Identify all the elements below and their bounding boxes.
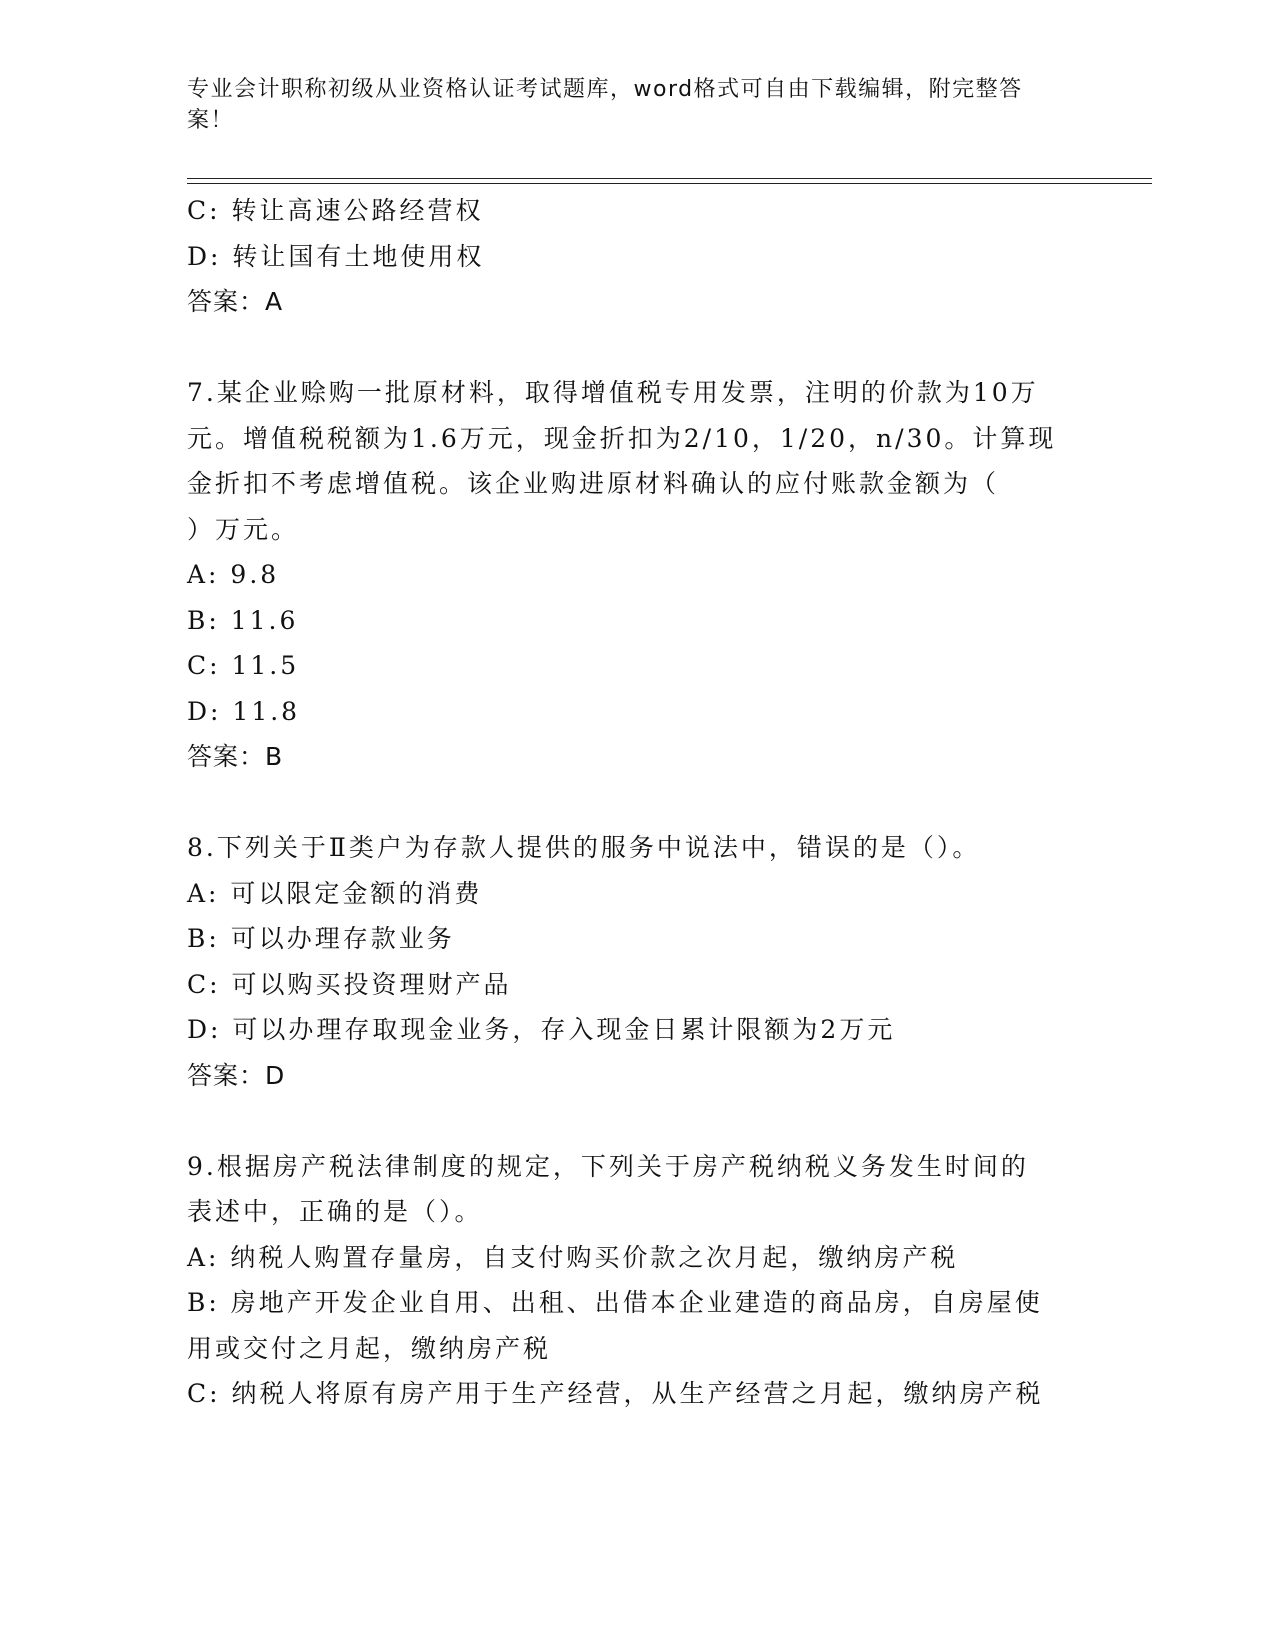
answer: 答案：B (187, 742, 284, 771)
option-d: D: 可以办理存取现金业务，存入现金日累计限额为2万元 (187, 1015, 896, 1044)
option-c: C: 可以购买投资理财产品 (187, 969, 512, 999)
question-stem-line: 金折扣不考虑增值税。该企业购进原材料确认的应付账款金额为（ (187, 469, 1000, 498)
question-9 (187, 1144, 1067, 1417)
header-rule-bottom (187, 183, 1152, 184)
option-d: D: 转让国有土地使用权 (187, 241, 485, 271)
header-rule-top (187, 178, 1152, 179)
question-stem-line: 9.根据房产税法律制度的规定，下列关于房产税纳税义务发生时间的 (187, 1151, 1029, 1181)
question-6-tail (187, 188, 1067, 325)
question-stem-line: ）万元。 (187, 514, 300, 544)
question-stem-line: 表述中，正确的是（）。 (187, 1197, 483, 1226)
question-8 (187, 825, 1067, 1098)
spacer (187, 325, 1067, 371)
question-content (187, 188, 1067, 1417)
spacer (187, 780, 1067, 826)
spacer (187, 1098, 1067, 1144)
option-c: C: 纳税人将原有房产用于生产经营，从生产经营之月起，缴纳房产税 (187, 1379, 1044, 1408)
answer: 答案：D (187, 1060, 286, 1090)
page-header: 专业会计职称初级从业资格认证考试题库，word格式可自由下载编辑，附完整答案！ (187, 77, 1023, 133)
option-b: B: 房地产开发企业自用、出租、出借本企业建造的商品房，自房屋使 (187, 1288, 1043, 1317)
question-7 (187, 370, 1067, 780)
answer: 答案：A (187, 287, 284, 316)
option-d: D: 11.8 (187, 696, 301, 726)
option-c: C: 转让高速公路经营权 (187, 196, 484, 225)
option-c: C: 11.5 (187, 651, 300, 680)
option-a: A: 可以限定金额的消费 (187, 878, 483, 908)
question-stem-line: 7.某企业赊购一批原材料，取得增值税专用发票，注明的价款为10万 (187, 378, 1039, 407)
option-b: B: 11.6 (187, 605, 299, 635)
option-b: B: 可以办理存款业务 (187, 924, 455, 953)
question-stem-line: 8.下列关于Ⅱ类户为存款人提供的服务中说法中，错误的是（）。 (187, 833, 981, 862)
option-a: A: 9.8 (187, 560, 280, 589)
option-a: A: 纳税人购置存量房，自支付购买价款之次月起，缴纳房产税 (187, 1242, 959, 1272)
option-b-continued: 用或交付之月起，缴纳房产税 (187, 1333, 552, 1363)
question-stem-line: 元。增值税税额为1.6万元，现金折扣为2/10，1/20，n/30。计算现 (187, 423, 1057, 453)
